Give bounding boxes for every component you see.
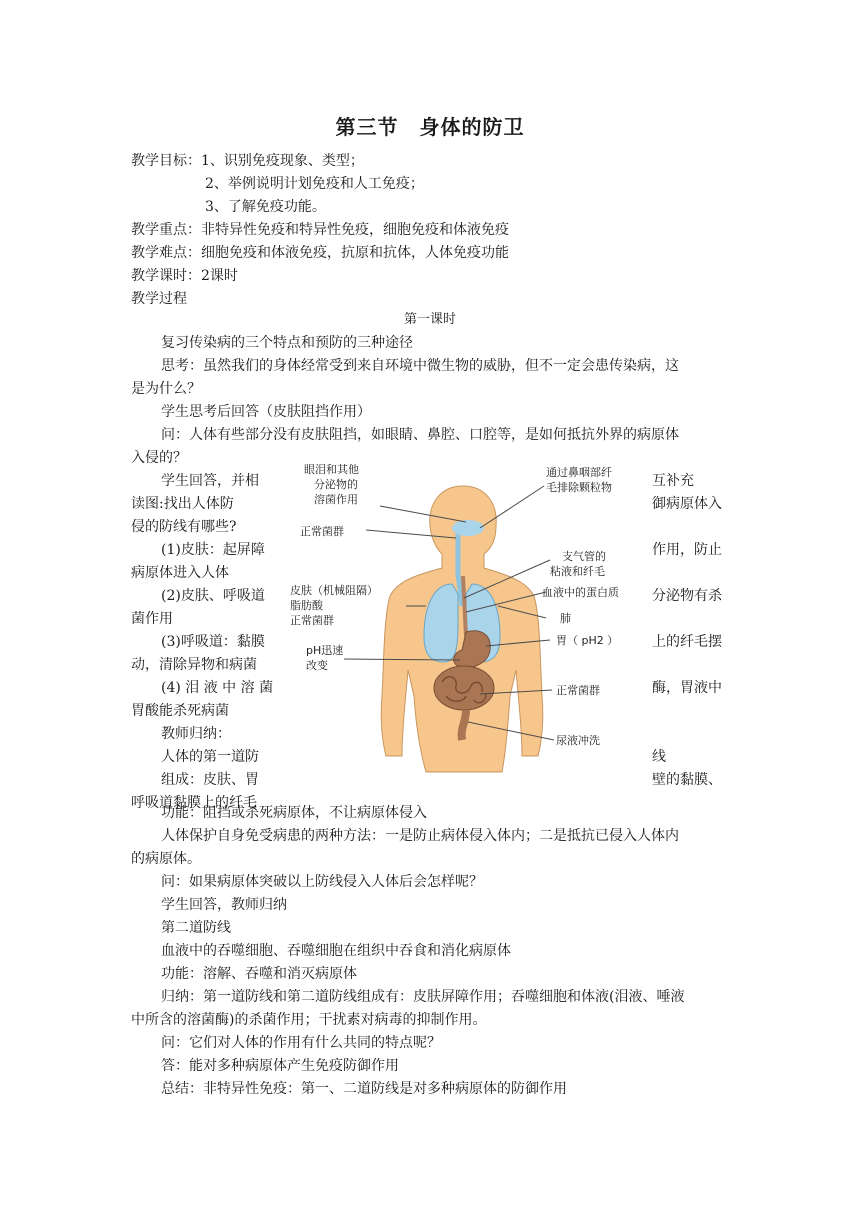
label-flora-skin: 正常菌群 [290,614,334,627]
left-line: 病原体进入人体 [131,565,229,581]
label-flora-upper: 正常菌群 [300,525,344,538]
bottom-line: 学生回答，教师归纳 [161,897,287,913]
right-line: 御病原体入 [652,496,722,512]
bottom-line: 功能：溶解、吞噬和消灭病原体 [161,966,357,982]
lesson-heading: 第一课时 [403,312,456,327]
right-line: 互补充 [652,473,694,489]
left-line: 读图:找出人体防 [131,496,234,512]
bottom-line: 问：如果病原体突破以上防线侵入人体后会怎样呢？ [161,874,483,890]
para-2: 思考：虽然我们的身体经常受到来自环境中微生物的威胁，但不一定会患传染病，这 [161,358,679,374]
label-blood-protein: 血液中的蛋白质 [542,586,619,599]
label-flora-gut: 正常菌群 [556,684,600,697]
rectum [462,710,466,740]
right-line: 线 [652,749,666,765]
bottom-line: 总结：非特异性免疫：第一、二道防线是对多种病原体的防御作用 [161,1081,567,1097]
para-4-cont: 入侵的？ [131,450,187,466]
left-line: (4) 泪 液 中 溶 菌 [161,680,274,696]
goal-1: 教学目标：1、识别免疫现象、类型； [131,153,364,169]
key-points: 教学重点：非特异性免疫和特异性免疫，细胞免疫和体液免疫 [131,222,509,238]
left-line: (1)皮肤：起屏障 [161,542,265,558]
body-defense-figure [280,456,645,776]
label-fatty-acid: 脂肪酸 [290,599,323,612]
label-bronchi: 粘液和纤毛 [550,565,605,578]
label-nasal: 通过鼻咽部纤 [546,466,612,479]
goal-3: 3、了解免疫功能。 [205,199,326,215]
bottom-line: 血液中的吞噬细胞、吞噬细胞在组织中吞食和消化病原体 [161,943,511,959]
label-tears: 溶菌作用 [314,493,358,506]
label-urine: 尿液冲洗 [556,734,600,747]
nasal-cavity [452,520,484,536]
bottom-line: 功能：阻挡或杀死病原体，不让病原体侵入 [161,805,427,821]
left-line: 胃酸能杀死病菌 [131,703,229,719]
left-line: 组成：皮肤、胃 [161,772,259,788]
bottom-line: 答：能对多种病原体产生免疫防御作用 [161,1058,399,1074]
right-line: 作用，防止 [652,542,722,558]
page-title: 第三节 身体的防卫 [335,115,525,139]
label-ph: pH迅速 [306,644,344,657]
left-line: (2)皮肤、呼吸道 [161,588,265,604]
left-line: 学生回答，并相 [161,473,259,489]
left-line: 侵的防线有哪些? [131,519,237,535]
label-ph: 改变 [306,659,328,672]
left-line: 动，清除异物和病菌 [131,657,257,673]
para-4: 问：人体有些部分没有皮肤阻挡，如眼睛、鼻腔、口腔等，是如何抵抗外界的病原体 [161,427,679,443]
left-line: 教师归纳： [161,726,231,742]
process-heading: 教学过程 [131,291,187,307]
label-bronchi: 支气管的 [562,550,606,563]
right-line: 酶，胃液中 [652,680,722,696]
para-3: 学生思考后回答（皮肤阻挡作用） [161,404,371,420]
goal-2: 2、举例说明计划免疫和人工免疫； [205,176,424,192]
right-line: 壁的黏膜、 [652,772,722,788]
bottom-line: 的病原体。 [131,851,201,867]
label-stomach: 胃（ pH2 ） [556,634,619,647]
difficulties: 教学难点：细胞免疫和体液免疫，抗原和抗体，人体免疫功能 [131,245,509,261]
class-hours: 教学课时：2课时 [131,268,238,284]
para-1: 复习传染病的三个特点和预防的三种途径 [161,335,413,351]
right-line: 上的纤毛摆 [652,634,722,650]
bottom-line: 人体保护自身免受病患的两种方法：一是防止病体侵入体内；二是抵抗已侵入人体内 [161,828,679,844]
bottom-line: 中所含的溶菌酶)的杀菌作用；干扰素对病毒的抑制作用。 [131,1012,487,1028]
left-line: 菌作用 [131,611,173,627]
left-line: 呼吸道黏膜上的纤毛 [131,795,257,811]
label-tears: 分泌物的 [314,478,358,491]
left-line: 人体的第一道防 [161,749,259,765]
intestines [434,666,494,710]
bottom-line: 第二道防线 [161,920,231,936]
left-line: (3)呼吸道：黏膜 [161,634,265,650]
label-tears: 眼泪和其他 [304,463,359,476]
para-2-cont: 是为什么？ [131,381,201,397]
label-nasal: 毛排除颗粒物 [546,481,612,494]
right-line: 分泌物有杀 [652,588,722,604]
bottom-line: 归纳：第一道防线和第二道防线组成有：皮肤屏障作用；吞噬细胞和体液(泪液、唾液 [161,989,685,1005]
label-lung: 肺 [560,612,571,625]
label-skin: 皮肤（机械阻隔） [290,584,378,597]
bottom-line: 问：它们对人体的作用有什么共同的特点呢？ [161,1035,441,1051]
